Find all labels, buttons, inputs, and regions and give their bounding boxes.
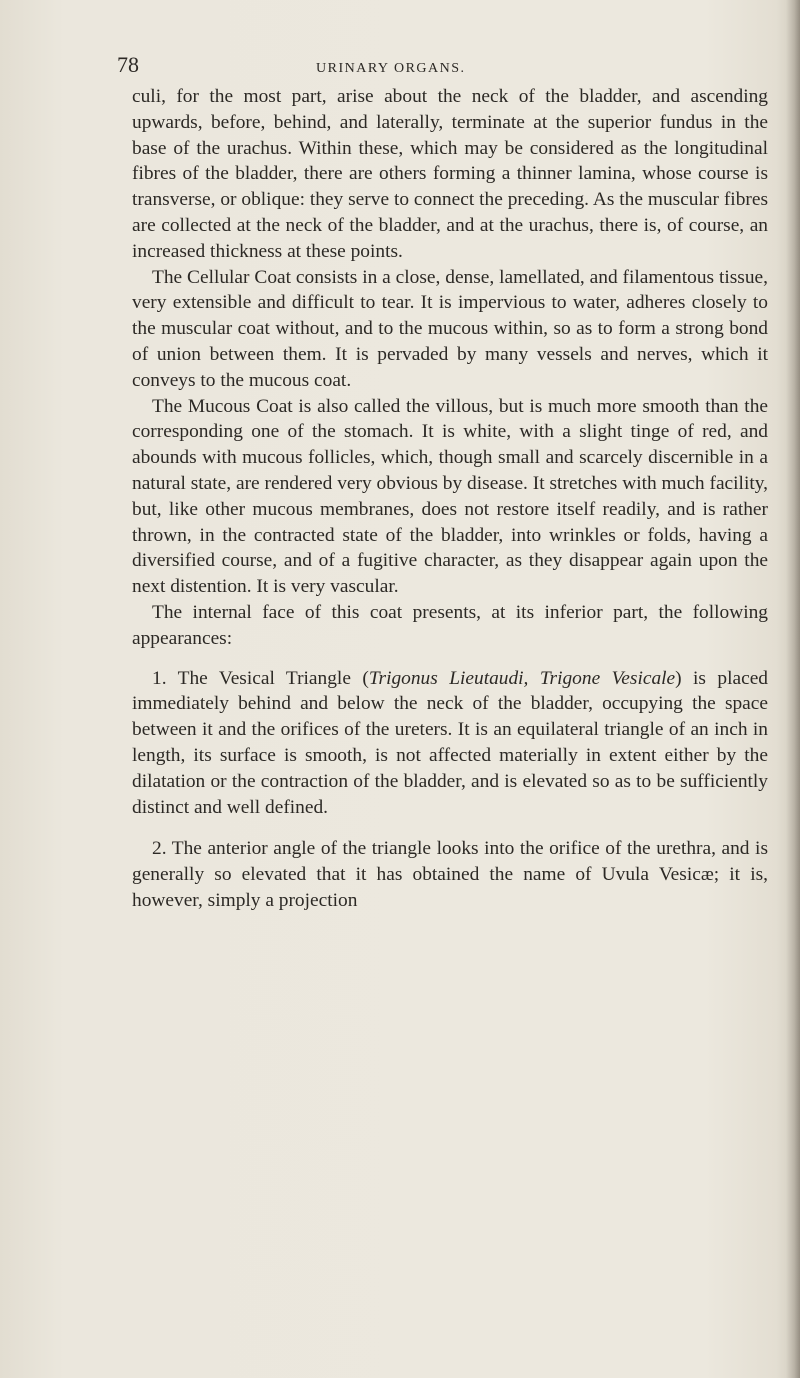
page-number: 78 [117, 52, 139, 77]
item-vesical-triangle [132, 666, 768, 821]
item-vesical-triangle-latin: Trigonus Lieutaudi, Trigone Vesicale [368, 667, 676, 689]
paragraph-internal-face: The internal face of this coat presents, at its inferior part, the following appearances: [132, 601, 768, 649]
running-title: URINARY ORGANS. [316, 61, 466, 76]
paragraph-cellular-coat: The Cellular Coat consists in a close, dense, lamellated, and filamentous tissue, very extensible and difficult to tear. It is impervious to water, adheres closely to the muscular coat without, and to the mucous within, so as to form a strong bond of union between them. It is pervaded by many vessels and nerves, which it conveys to the mucous coat. [132, 266, 768, 391]
item-anterior-angle: 2. The anterior angle of the triangle looks into the orifice of the urethra, and is generally so elevated that it has obtained the name of Uvula Vesicæ; it is, however, simply a projection [132, 838, 768, 911]
item-vesical-triangle-lead: 1. The Vesical Triangle ( [152, 667, 369, 689]
paragraph-mucous-coat: The Mucous Coat is also called the villous, but is much more smooth than the corresponding one of the stomach. It is white, with a slight tinge of red, and abounds with mucous follicles, which, though small and scarcely discernible in a natural state, are rendered very obvious by disease. It stretches with much facility, but, like other mucous membranes, does not restore itself readily, and is rather thrown, in the contracted state of the bladder, into wrinkles or folds, having a diversified course, and of a fugitive character, as they disappear again upon the next distention. It is very vascular. [132, 395, 768, 598]
page-edge-shadow [786, 0, 800, 1378]
running-head [117, 52, 767, 82]
body-text [132, 84, 768, 914]
paragraph-muscular-fibres: culi, for the most part, arise about the neck of the bladder, and ascending upwards, before, behind, and laterally, terminate at the superior fundus in the base of the urachus. Within these, which may be considered as the longitudinal fibres of the bladder, there are others forming a thinner lamina, whose course is transverse, or oblique: they serve to connect the preceding. As the muscular fibres are collected at the neck of the bladder, and at the urachus, there is, of course, an increased thickness at these points. [132, 86, 768, 262]
item-vesical-triangle-rest: ) is placed immediately behind and below the neck of the bladder, occupying the space between it and the orifices of the ureters. It is an equilateral triangle of an inch in length, its surface is smooth, is not affected materially in extent either by the dilatation or the contraction of the bladder, and is elevated so as to be sufficiently distinct and well defined. [132, 667, 768, 818]
